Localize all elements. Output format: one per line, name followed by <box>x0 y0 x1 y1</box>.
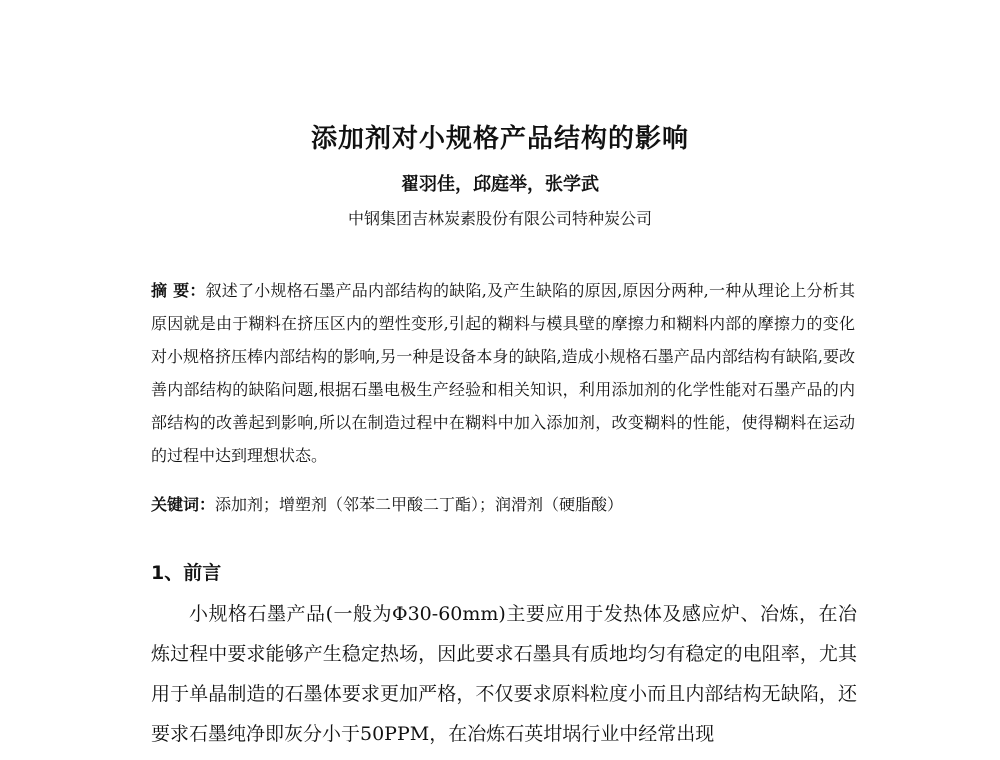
section-paragraph: 小规格石墨产品(一般为Φ30-60mm)主要应用于发热体及感应炉、冶炼，在冶炼过程中要求能够产生稳定热场，因此要求石墨具有质地均匀有稳定的电阻率，尤其用于单晶制造的石墨体要求更加严格，不仅要求原料粒度小而且内部结构无缺陷，还要求石墨纯净即灰分小于50PPM，在冶炼石英坩埚行业中经常出现 <box>151 603 857 745</box>
keywords-label: 关键词： <box>151 495 216 514</box>
keywords <box>151 492 855 518</box>
abstract <box>151 274 855 472</box>
author-list: 翟羽佳，邱庭举，张学武 <box>401 174 599 195</box>
keywords-text: 添加剂；增塑剂（邻苯二甲酸二丁酯）；润滑剂（硬脂酸） <box>215 495 624 514</box>
affiliation: 中钢集团吉林炭素股份有限公司特种炭公司 <box>347 209 652 228</box>
section-heading: 1、前言 <box>151 562 222 584</box>
abstract-label: 摘 要： <box>151 281 206 300</box>
paper-title: 添加剂对小规格产品结构的影响 <box>310 124 689 154</box>
abstract-text: 叙述了小规格石墨产品内部结构的缺陷,及产生缺陷的原因,原因分两种,一种从理论上分析其原因就是由于糊料在挤压区内的塑性变形,引起的糊料与模具壁的摩擦力和糊料内部的摩擦力的变化对小规格挤压棒内部结构的影响,另一种是设备本身的缺陷,造成小规格石墨产品内部结构有缺陷,要改善内部结构的缺陷问题,根据石墨电极生产经验和相关知识，利用添加剂的化学性能对石墨产品的内部结构的改善起到影响,所以在制造过程中在糊料中加入添加剂，改变糊料的性能，使得糊料在运动的过程中达到理想状态。 <box>151 281 855 465</box>
